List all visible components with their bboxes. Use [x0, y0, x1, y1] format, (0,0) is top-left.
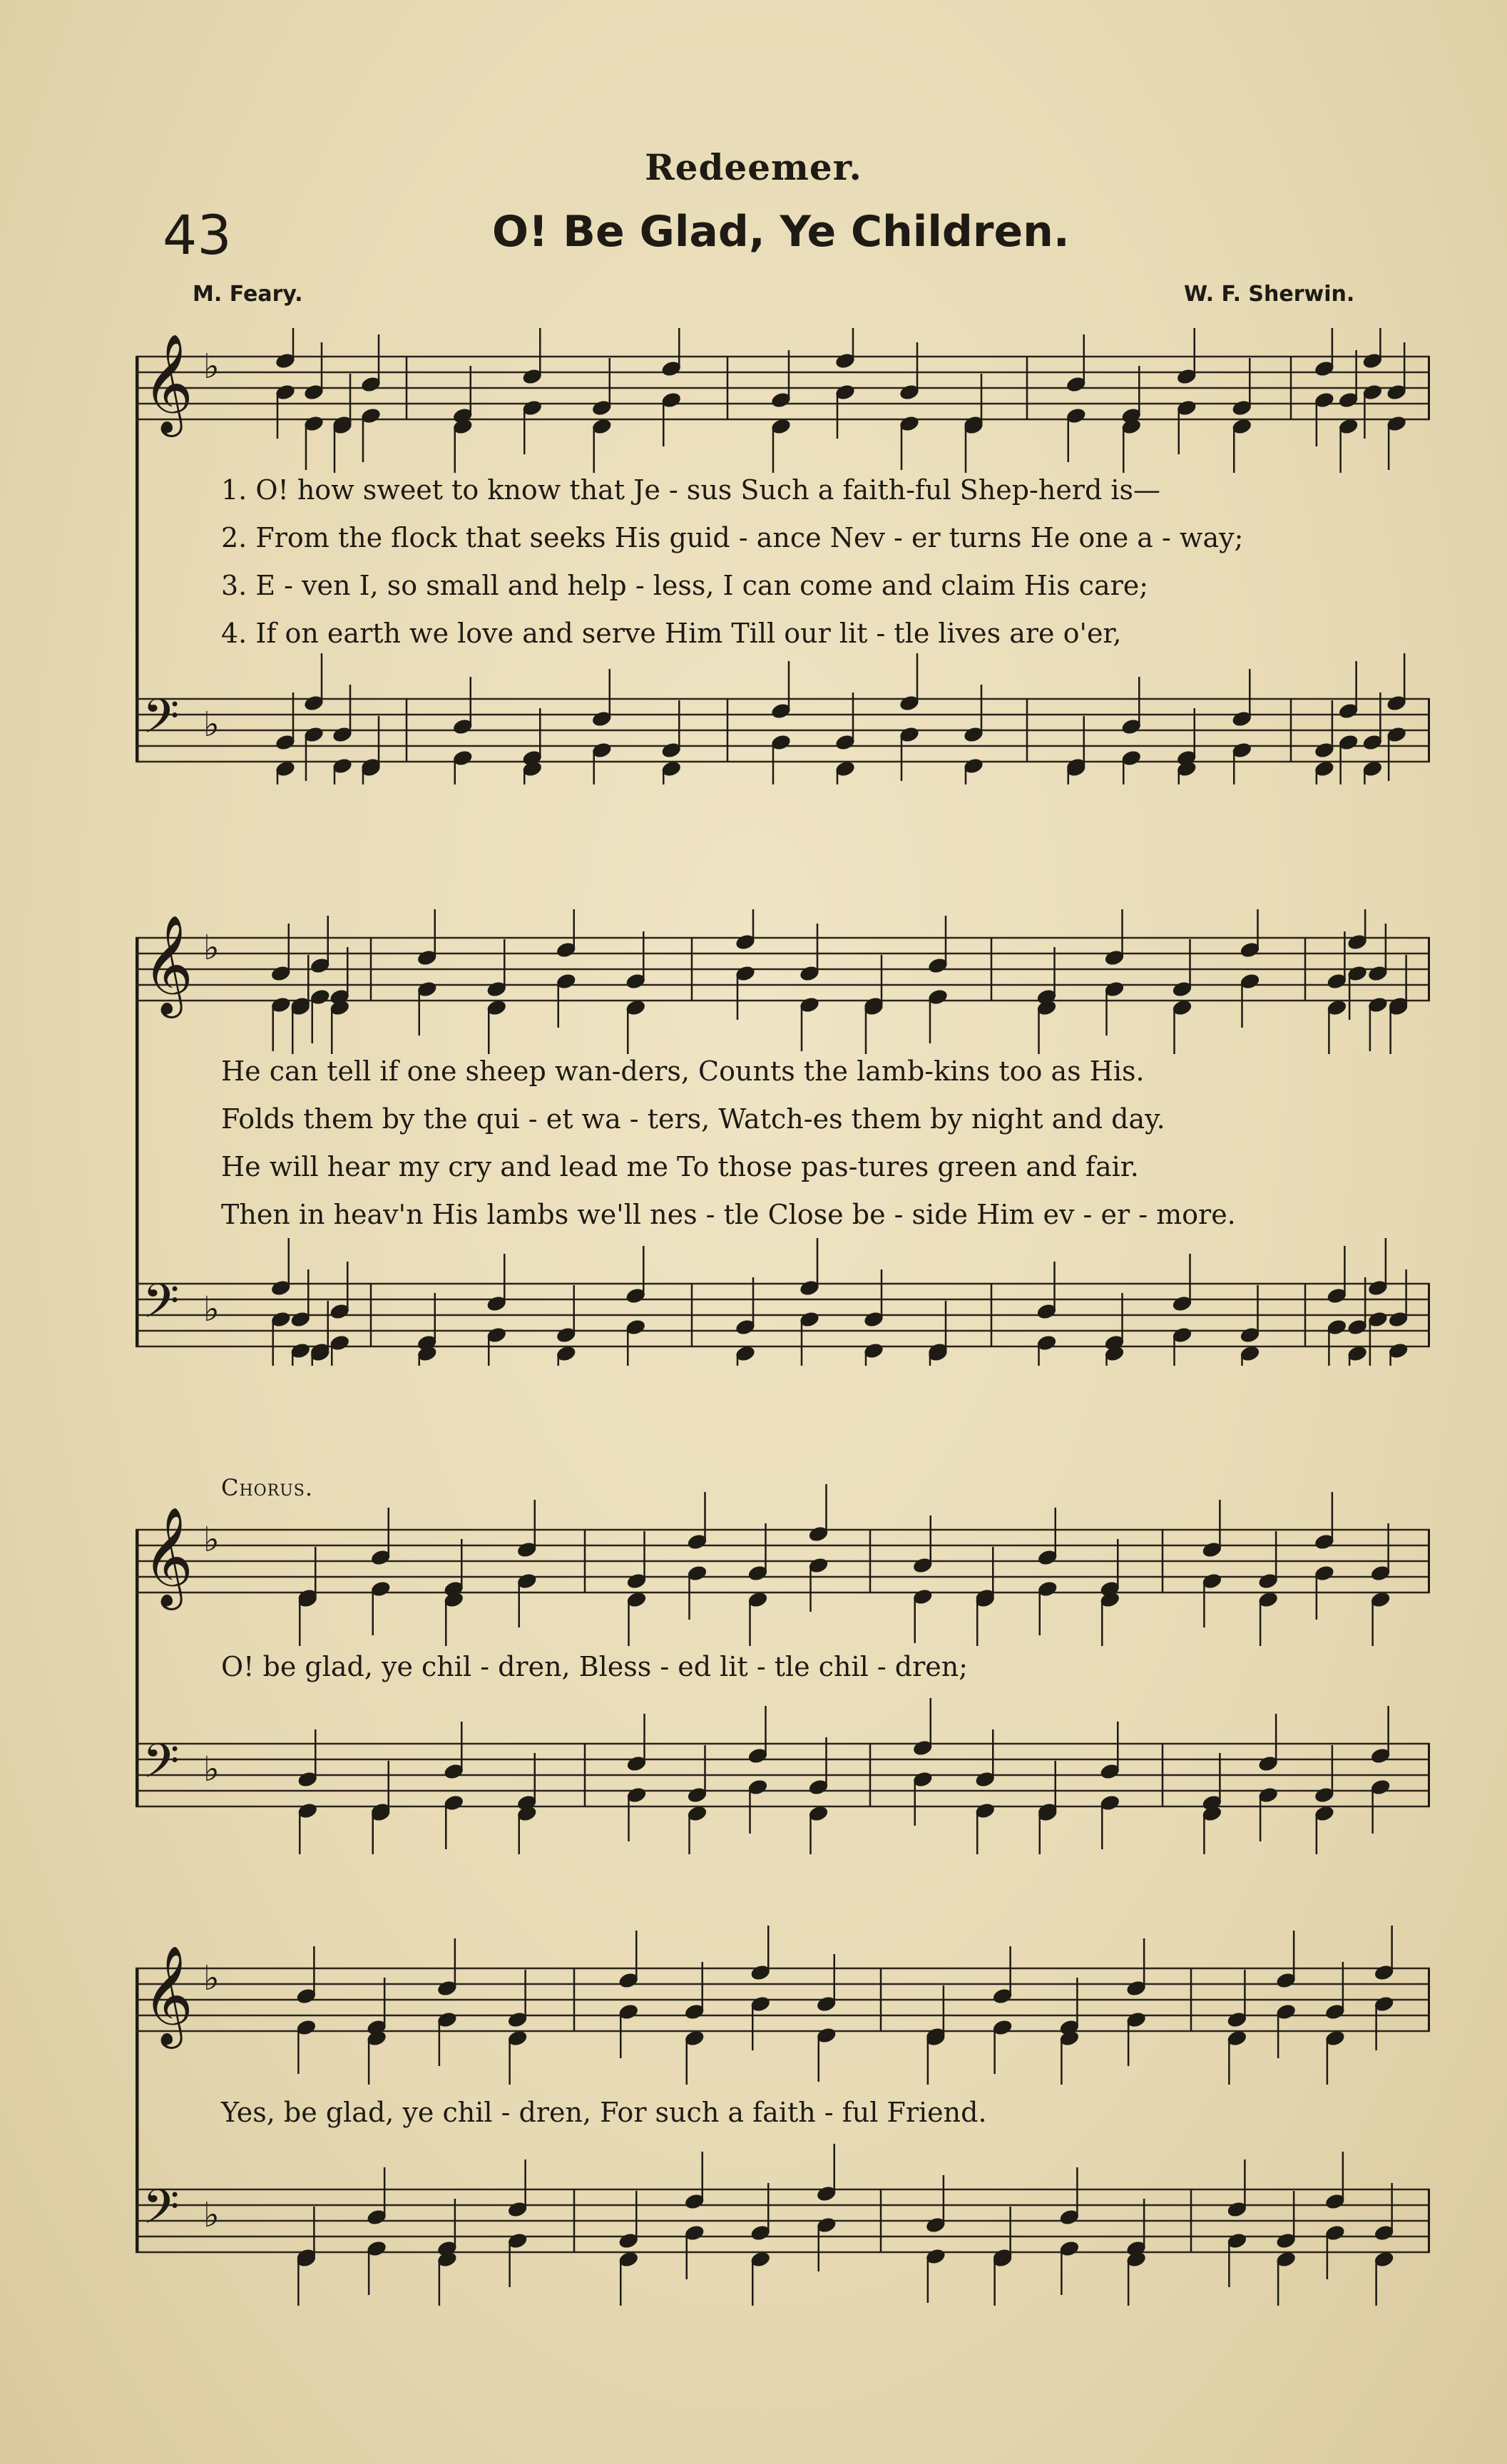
- bass-clef-icon: 𝄢: [143, 2179, 180, 2246]
- flat-key-signature-icon: ♭: [203, 1520, 220, 1560]
- flat-key-signature-icon: ♭: [203, 2195, 220, 2235]
- music-system-4: [136, 1926, 1430, 2325]
- lyric-text: 4. If on earth we love and serve Him Till our lit - tle lives are o'er,: [221, 618, 1122, 649]
- hymn-title: O! Be Glad, Ye Children.: [492, 207, 1070, 257]
- lyric-text: Yes, be glad, ye chil - dren, For such a faith - ful Friend.: [221, 2097, 987, 2128]
- composer-credit: W. F. Sherwin.: [1184, 282, 1355, 307]
- verse-4-line-1: [221, 618, 1419, 649]
- bass-clef-icon: 𝄢: [143, 1734, 180, 1800]
- bass-clef-icon: 𝄢: [143, 1274, 180, 1340]
- verse-2-line-1: [221, 522, 1419, 553]
- verse-2-line-2: [221, 1103, 1419, 1135]
- flat-key-signature-icon: ♭: [203, 705, 220, 745]
- lyric-text: He will hear my cry and lead me To those pas-tures green and fair.: [221, 1151, 1139, 1182]
- chorus-line-2: [221, 2097, 1419, 2128]
- music-system-2: [136, 909, 1430, 1366]
- treble-clef-icon: 𝄞: [143, 1946, 193, 2045]
- verse-3-line-2: [221, 1151, 1419, 1182]
- verse-4-line-2: [221, 1199, 1419, 1230]
- lyric-text: 3. E - ven I, so small and help - less, I can come and claim His care;: [221, 570, 1149, 601]
- music-system-1: [136, 328, 1430, 784]
- lyric-text: 2. From the flock that seeks His guid - ance Nev - er turns He one a - way;: [221, 522, 1244, 553]
- flat-key-signature-icon: ♭: [203, 1289, 220, 1329]
- chorus-line-1: [221, 1651, 1419, 1682]
- lyricist-credit: M. Feary.: [193, 282, 303, 307]
- chorus-label: Chorus.: [221, 1474, 314, 1501]
- treble-clef-icon: 𝄞: [143, 915, 193, 1014]
- verse-1-line-1: [221, 474, 1419, 506]
- flat-key-signature-icon: ♭: [203, 1749, 220, 1789]
- treble-clef-icon: 𝄞: [143, 1507, 193, 1606]
- flat-key-signature-icon: ♭: [203, 1958, 220, 1998]
- bass-clef-icon: 𝄢: [143, 689, 180, 755]
- treble-clef-icon: 𝄞: [143, 334, 193, 433]
- music-system-3: [136, 1469, 1430, 1854]
- hymn-number: 43: [163, 203, 232, 267]
- staff-graphic-2: [136, 909, 1430, 1366]
- flat-key-signature-icon: ♭: [203, 347, 220, 387]
- lyric-text: He can tell if one sheep wan-ders, Counts the lamb-kins too as His.: [221, 1055, 1145, 1087]
- lyric-text: 1. O! how sweet to know that Je - sus Such a faith-ful Shep-herd is—: [221, 474, 1161, 506]
- lyric-text: Folds them by the qui - et wa - ters, Watch-es them by night and day.: [221, 1103, 1165, 1135]
- running-head: Redeemer.: [645, 146, 862, 188]
- lyric-text: Then in heav'n His lambs we'll nes - tle Close be - side Him ev - er - more.: [221, 1199, 1236, 1230]
- verse-1-line-2: [221, 1055, 1419, 1087]
- staff-graphic-1: [136, 328, 1430, 784]
- verse-3-line-1: [221, 570, 1419, 601]
- flat-key-signature-icon: ♭: [203, 928, 220, 968]
- lyric-text: O! be glad, ye chil - dren, Bless - ed lit - tle chil - dren;: [221, 1651, 969, 1682]
